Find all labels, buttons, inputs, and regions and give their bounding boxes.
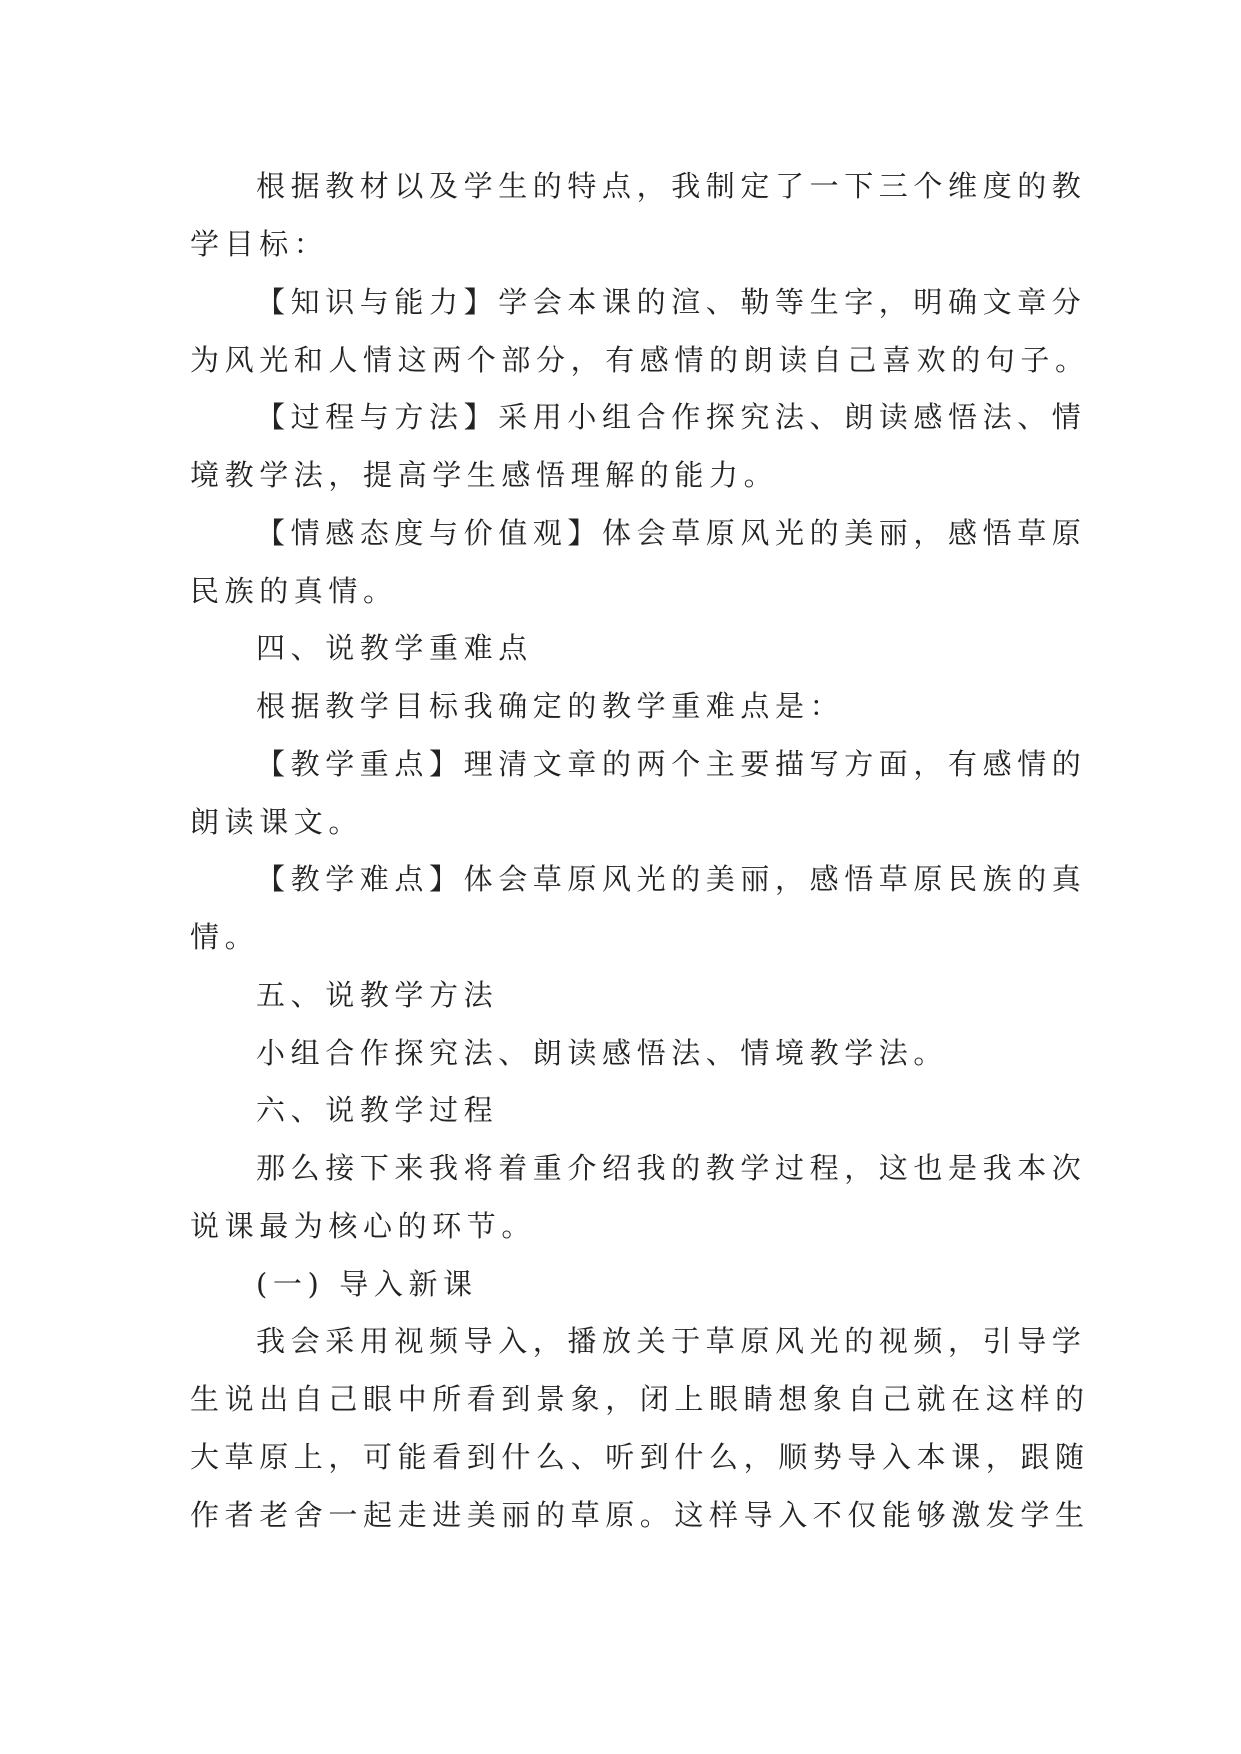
paragraph-video-intro: 我会采用视频导入，播放关于草原风光的视频，引导学 <box>256 1324 1087 1358</box>
heading-key-difficult-points: 四、说教学重难点 <box>256 631 533 665</box>
paragraph-teaching-focus-cont: 朗读课文。 <box>190 805 364 839</box>
paragraph-key-points-intro: 根据教学目标我确定的教学重难点是： <box>256 689 845 723</box>
paragraph-process-intro: 那么接下来我将着重介绍我的教学过程，这也是我本次 <box>256 1151 1087 1185</box>
paragraph-objectives-intro: 根据教材以及学生的特点，我制定了一下三个维度的教 <box>256 169 1087 203</box>
paragraph-teaching-difficulty: 【教学难点】体会草原风光的美丽，感悟草原民族的真 <box>256 862 1087 896</box>
paragraph-process-method-cont: 境教学法，提高学生感悟理解的能力。 <box>190 458 779 492</box>
paragraph-process-intro-cont: 说课最为核心的环节。 <box>190 1209 537 1243</box>
paragraph-video-intro-line4: 作者老舍一起走进美丽的草原。这样导入不仅能够激发学生 <box>190 1498 1090 1532</box>
heading-teaching-methods: 五、说教学方法 <box>256 978 499 1012</box>
paragraph-video-intro-line3: 大草原上，可能看到什么、听到什么，顺势导入本课，跟随 <box>190 1440 1090 1474</box>
paragraph-teaching-methods: 小组合作探究法、朗读感悟法、情境教学法。 <box>256 1036 949 1070</box>
paragraph-process-method: 【过程与方法】采用小组合作探究法、朗读感悟法、情 <box>256 400 1087 434</box>
paragraph-video-intro-line2: 生说出自己眼中所看到景象，闭上眼睛想象自己就在这样的 <box>190 1382 1090 1416</box>
paragraph-emotion-values: 【情感态度与价值观】体会草原风光的美丽，感悟草原 <box>256 516 1087 550</box>
paragraph-emotion-values-cont: 民族的真情。 <box>190 574 398 608</box>
subheading-lesson-introduction: (一) 导入新课 <box>256 1267 478 1301</box>
heading-teaching-process: 六、说教学过程 <box>256 1093 499 1127</box>
paragraph-knowledge-ability-cont: 为风光和人情这两个部分，有感情的朗读自己喜欢的句子。 <box>190 343 1090 377</box>
paragraph-knowledge-ability: 【知识与能力】学会本课的渲、勒等生字，明确文章分 <box>256 285 1087 319</box>
paragraph-teaching-difficulty-cont: 情。 <box>190 920 260 954</box>
paragraph-objectives-intro-cont: 学目标： <box>190 227 329 261</box>
paragraph-teaching-focus: 【教学重点】理清文章的两个主要描写方面，有感情的 <box>256 747 1087 781</box>
